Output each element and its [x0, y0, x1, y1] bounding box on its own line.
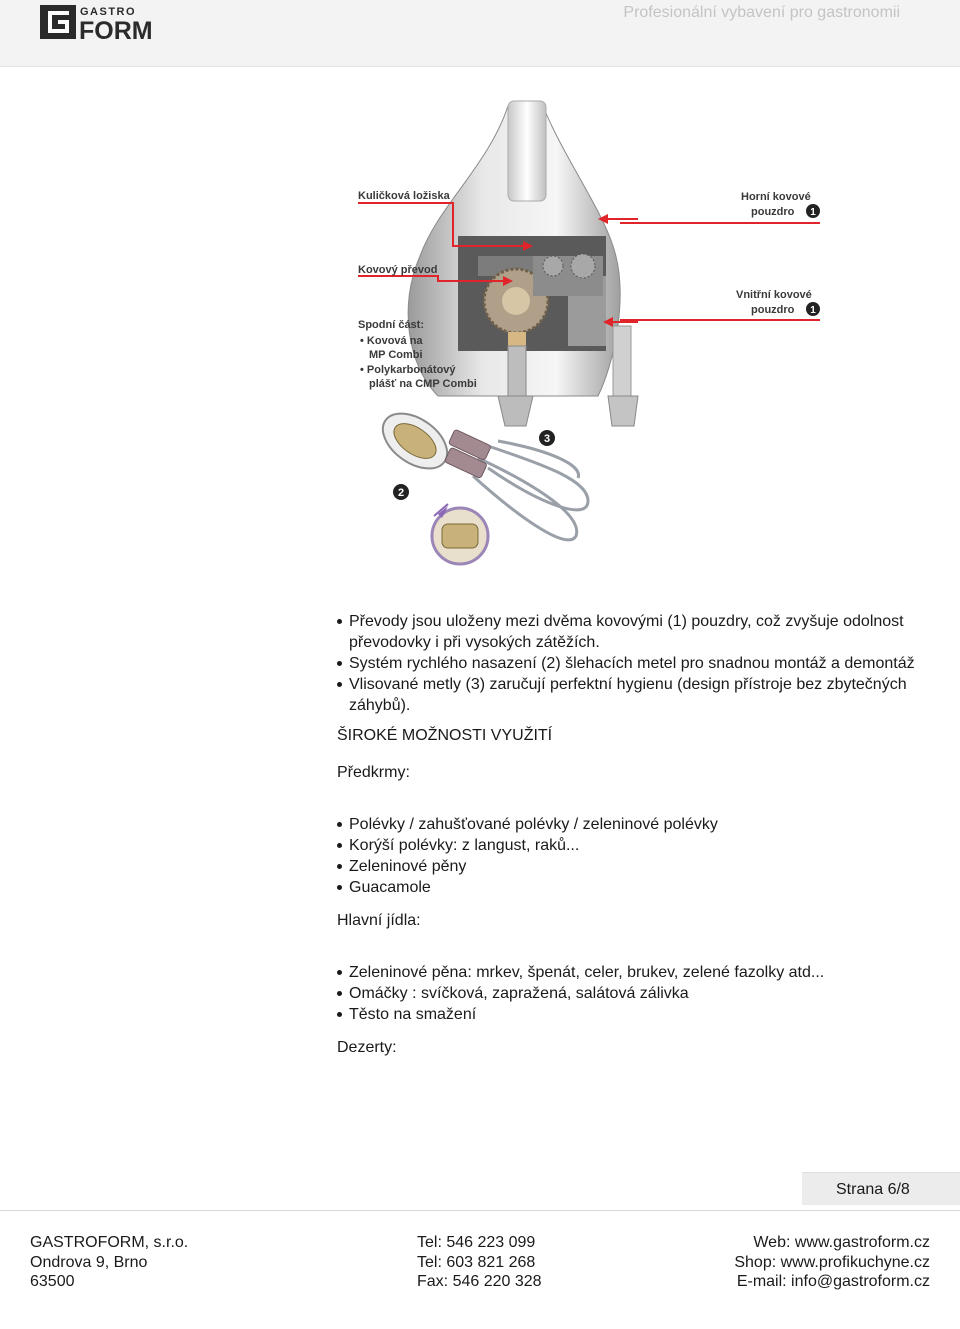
- label-upper-bushing-b: pouzdro: [751, 206, 795, 218]
- whisks: [473, 441, 588, 540]
- list-item: Omáčky : svíčková, zapražená, salátová zálivka: [337, 983, 937, 1004]
- footer-street: Ondrova 9, Brno: [30, 1253, 148, 1271]
- label-lower-part-1a: • Kovová na: [360, 335, 423, 347]
- features-list: [337, 611, 937, 716]
- page-header: [0, 0, 960, 67]
- mixer-cutaway-illustration: [338, 96, 638, 574]
- svg-text:GASTRO: GASTRO: [80, 6, 137, 18]
- quick-attach-coupling: [373, 402, 457, 479]
- list-item: Vlisované metly (3) zaručují perfektní hygienu (design přístroje bez zbytečných záhybů).: [337, 674, 937, 716]
- label-lower-part-title: Spodní část:: [358, 319, 425, 331]
- main-content: [337, 611, 937, 1058]
- starters-title: Předkrmy:: [337, 764, 410, 781]
- svg-text:3: 3: [543, 433, 551, 445]
- footer-email-link[interactable]: E-mail: info@gastroform.cz: [736, 1273, 930, 1290]
- desserts-title: Dezerty:: [337, 1039, 397, 1056]
- page-number: Strana 6/8: [802, 1172, 960, 1205]
- footer-tel2[interactable]: Tel: 603 821 268: [417, 1253, 536, 1271]
- footer-address: [30, 1233, 188, 1292]
- gastroform-logo[interactable]: [40, 3, 153, 45]
- footer-divider: [0, 1210, 960, 1211]
- footer-company: GASTROFORM, s.r.o.: [30, 1234, 189, 1251]
- footer-phones: [417, 1233, 542, 1292]
- svg-text:1: 1: [810, 207, 816, 218]
- svg-text:FORM: FORM: [79, 17, 153, 45]
- marker-1-upper-icon: [806, 204, 820, 218]
- label-inner-bushing-b: pouzdro: [751, 304, 795, 316]
- label-ball-bearings: Kuličková ložiska: [358, 190, 450, 202]
- footer-links: [734, 1233, 930, 1292]
- label-upper-bushing-a: Horní kovové: [741, 191, 811, 203]
- label-inner-bushing-a: Vnitřní kovové: [736, 289, 812, 301]
- footer-zip: 63500: [30, 1273, 75, 1290]
- label-lower-part-1b: MP Combi: [369, 349, 423, 361]
- footer-shop-link[interactable]: Shop: www.profikuchyne.cz: [734, 1253, 930, 1271]
- footer-fax: Fax: 546 220 328: [417, 1273, 542, 1290]
- marker-1-inner-icon: [806, 302, 820, 316]
- list-item: Zeleninové pěny: [337, 856, 937, 877]
- label-lower-part-2a: • Polykarbonátový: [360, 364, 456, 376]
- list-item: Systém rychlého nasazení (2) šlehacích metel pro snadnou montáž a demontáž: [337, 653, 937, 674]
- list-item: Zeleninové pěna: mrkev, špenát, celer, brukev, zelené fazolky atd...: [337, 962, 937, 983]
- figure-right-labels: [620, 180, 830, 340]
- svg-text:1: 1: [810, 305, 816, 316]
- mains-title: Hlavní jídla:: [337, 912, 421, 929]
- section-title: ŠIROKÉ MOŽNOSTI VYUŽITÍ: [337, 727, 553, 744]
- label-lower-part-2b: plášť na CMP Combi: [369, 378, 477, 390]
- list-item: Polévky / zahušťované polévky / zeleninové polévky: [337, 814, 937, 835]
- label-metal-gear: Kovový převod: [358, 264, 438, 276]
- marker-2-icon: [393, 484, 409, 500]
- list-item: Guacamole: [337, 877, 937, 898]
- header-tagline: Profesionální vybavení pro gastronomii: [623, 4, 900, 21]
- list-item: Korýší polévky: z langust, raků...: [337, 835, 937, 856]
- list-item: Těsto na smažení: [337, 1004, 937, 1025]
- top-coupling: [508, 101, 546, 201]
- mains-list: [337, 962, 937, 1025]
- starters-list: [337, 814, 937, 898]
- footer-tel1[interactable]: Tel: 546 223 099: [417, 1234, 536, 1251]
- svg-text:2: 2: [397, 487, 405, 499]
- marker-3-icon: [539, 430, 555, 446]
- footer-web-link[interactable]: Web: www.gastroform.cz: [753, 1234, 930, 1251]
- list-item: Převody jsou uloženy mezi dvěma kovovými (1) pouzdry, což zvyšuje odolnost převodovky i při vysokých zátěžích.: [337, 611, 937, 653]
